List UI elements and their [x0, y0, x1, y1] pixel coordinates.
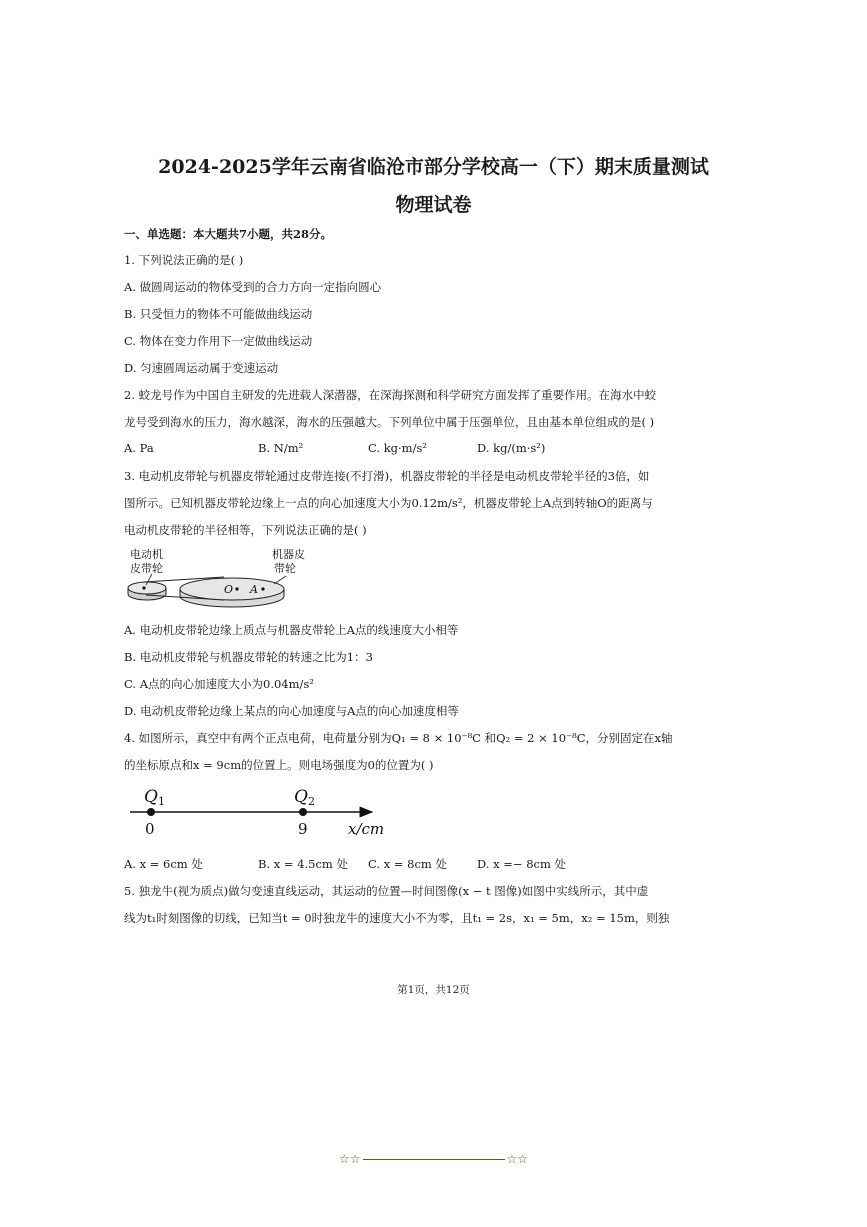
q5-line-2: 线为t₁时刻图像的切线，已知当t = 0时独龙牛的速度大小不为零，且t₁ = 2s，x₁ = 5m，x₂ = 15m，则独: [124, 911, 670, 925]
q4-option-d: D. x =− 8cm 处: [477, 857, 567, 871]
q4-option-b: B. x = 4.5cm 处: [258, 857, 348, 871]
q1-option-c: C. 物体在变力作用下一定做曲线运动: [124, 334, 313, 348]
charge-q1-dot: [147, 808, 155, 816]
label-o: O: [224, 583, 234, 596]
q3-line-2: 图所示。已知机器皮带轮边缘上一点的向心加速度大小为0.12m/s²，机器皮带轮上A点到转轴O的距离与: [124, 496, 653, 510]
q4-line-1: 4. 如图所示，真空中有两个正点电荷，电荷量分别为Q₁ = 8 × 10⁻⁸C 和Q₂ = 2 × 10⁻⁸C，分别固定在x轴: [124, 731, 673, 745]
paper-subtitle: 物理试卷: [395, 194, 472, 216]
tick-label-0: 0: [145, 820, 155, 838]
decoration-stars-right: ☆☆: [506, 1152, 529, 1166]
q1-option-d: D. 匀速圆周运动属于变速运动: [124, 361, 279, 375]
decoration-stars-left: ☆☆: [338, 1152, 361, 1166]
q2-option-c: C. kg·m/s²: [368, 441, 427, 455]
label-a: A: [250, 583, 258, 596]
paper-title: 2024-2025学年云南省临沧市部分学校高一（下）期末质量测试: [158, 156, 709, 178]
point-a-dot: [261, 587, 264, 590]
q5-line-1: 5. 独龙牛(视为质点)做匀变速直线运动，其运动的位置—时间图像(x − t 图像)如图中实线所示，其中虚: [124, 884, 649, 898]
q2-option-a: A. Pa: [124, 441, 154, 455]
point-o-dot: [235, 587, 238, 590]
tick-label-9: 9: [298, 820, 308, 838]
q2-options: [124, 441, 744, 457]
q4-option-c: C. x = 8cm 处: [368, 857, 447, 871]
q3-option-b: B. 电动机皮带轮与机器皮带轮的转速之比为1：3: [124, 650, 373, 664]
axis-label-x-cm: x/cm: [348, 820, 385, 838]
q2-line-1: 2. 蛟龙号作为中国自主研发的先进载人深潜器，在深海探测和科学研究方面发挥了重要作用。在海水中蛟: [124, 388, 657, 402]
q1-option-a: A. 做圆周运动的物体受到的合力方向一定指向圆心: [124, 280, 382, 294]
q3-option-a: A. 电动机皮带轮边缘上质点与机器皮带轮上A点的线速度大小相等: [124, 623, 459, 637]
charge-q1-label: Q1: [144, 787, 165, 808]
q1-stem: 1. 下列说法正确的是( ): [124, 253, 244, 267]
motor-axis-dot: [142, 586, 145, 589]
q2-option-b: B. N/m²: [258, 441, 304, 455]
q3-line-3: 电动机皮带轮的半径相等，下列说法正确的是( ): [124, 523, 367, 537]
q4-option-a: A. x = 6cm 处: [124, 857, 203, 871]
decoration-rule: [363, 1159, 505, 1160]
q2-option-d: D. kg/(m·s²): [477, 441, 546, 455]
charge-q2-dot: [299, 808, 307, 816]
charge-q2-label: Q2: [294, 787, 315, 808]
q3-option-d: D. 电动机皮带轮边缘上某点的向心加速度与A点的向心加速度相等: [124, 704, 459, 718]
q4-line-2: 的坐标原点和x = 9cm的位置上。则电场强度为0的位置为( ): [124, 758, 434, 772]
label-machine-line1: 机器皮: [272, 548, 305, 561]
q4-charge-axis-figure: [124, 782, 404, 840]
page-number: 第1页，共12页: [397, 984, 470, 996]
q3-belt-pulley-figure: [124, 544, 314, 610]
section-heading: 一、单选题：本大题共7小题，共28分。: [124, 227, 333, 241]
label-motor-line2: 皮带轮: [130, 562, 163, 575]
q1-option-b: B. 只受恒力的物体不可能做曲线运动: [124, 307, 313, 321]
footer-decoration: [0, 1152, 867, 1166]
q2-line-2: 龙号受到海水的压力，海水越深，海水的压强越大。下列单位中属于压强单位，且由基本单位组成的是( ): [124, 415, 655, 429]
label-motor-line1: 电动机: [130, 548, 163, 561]
q4-options: [124, 856, 744, 872]
q3-line-1: 3. 电动机皮带轮与机器皮带轮通过皮带连接(不打滑)，机器皮带轮的半径是电动机皮带轮半径的3倍，如: [124, 469, 650, 483]
label-machine-line2: 带轮: [274, 562, 296, 575]
q3-option-c: C. A点的向心加速度大小为0.04m/s²: [124, 677, 314, 691]
